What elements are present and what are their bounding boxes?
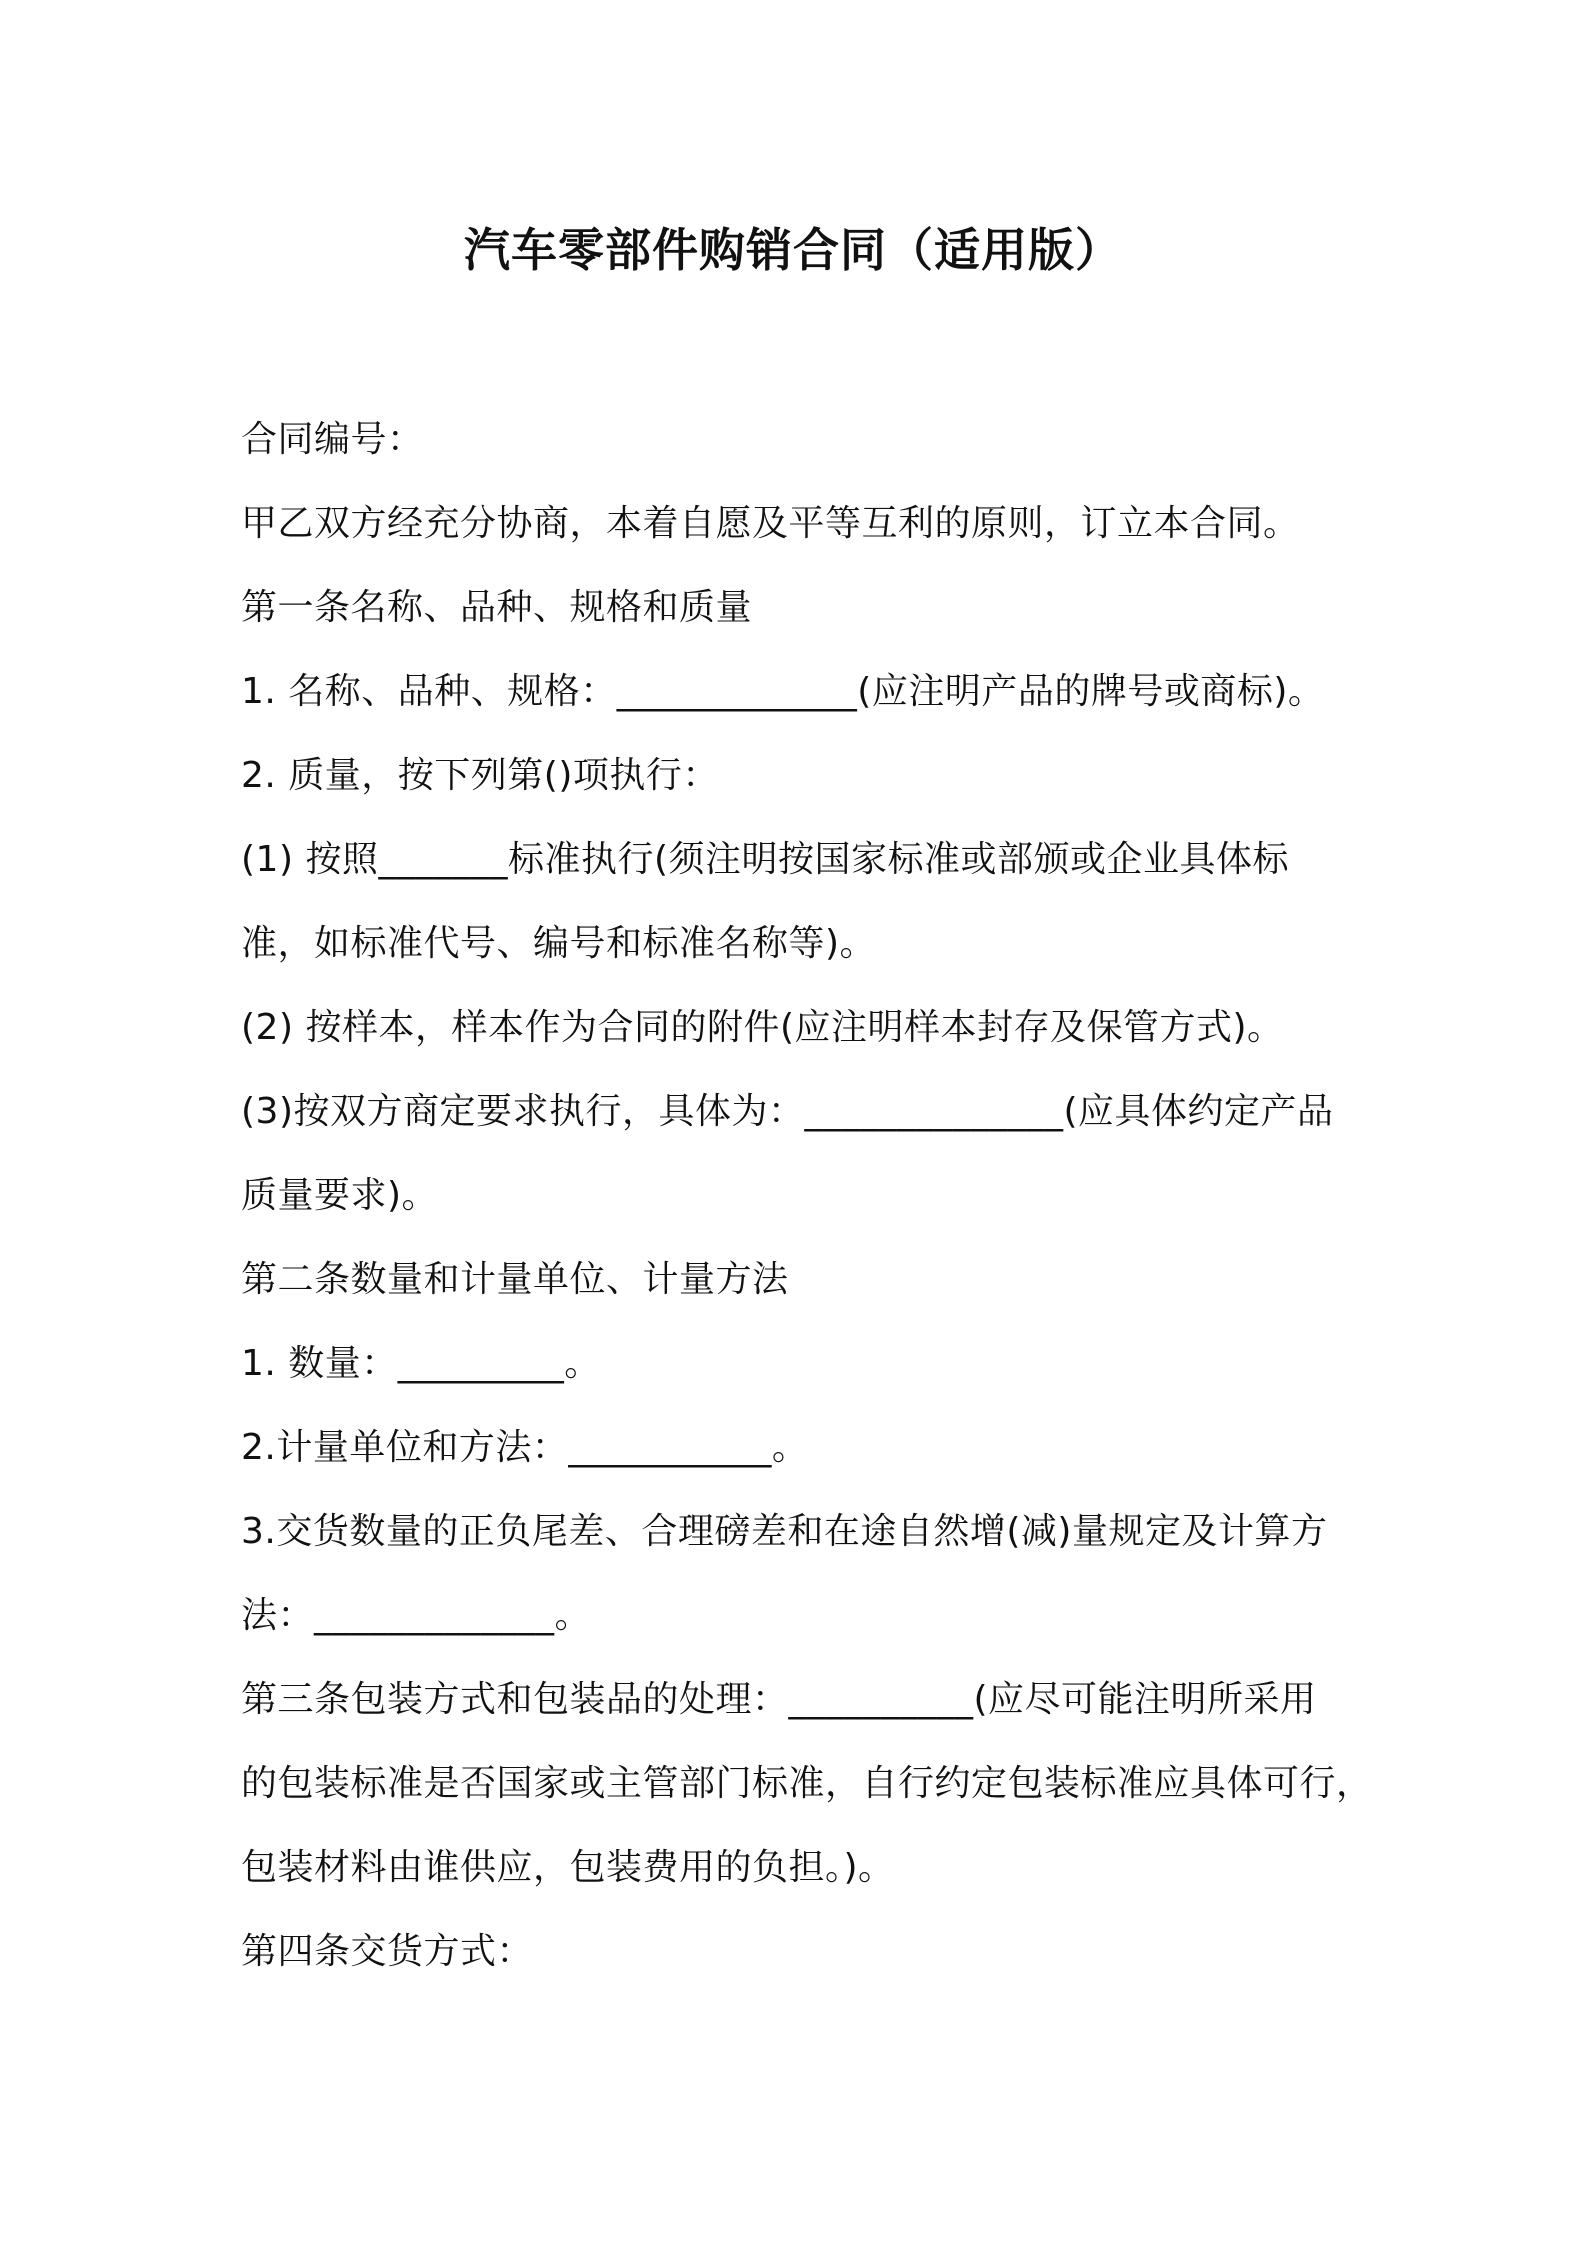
contract-number-line: 合同编号： [241,419,424,460]
article-1-option-1-cont: 准，如标准代号、编号和标准名称等)。 [241,923,877,964]
article-2-item-1: 1. 数量：_________。 [241,1343,601,1384]
article-1-heading: 第一条名称、品种、规格和质量 [241,587,753,628]
article-3-heading: 第三条包装方式和包装品的处理：__________(应尽可能注明所采用 [241,1679,1317,1720]
article-4-heading: 第四条交货方式： [241,1931,534,1972]
article-1-item-2: 2. 质量，按下列第()项执行： [241,755,719,796]
article-2-heading: 第二条数量和计量单位、计量方法 [241,1259,789,1300]
article-1-option-3-cont: 质量要求)。 [241,1175,439,1216]
preamble-line: 甲乙双方经充分协商，本着自愿及平等互利的原则，订立本合同。 [241,503,1300,544]
article-2-item-2: 2.计量单位和方法：___________。 [241,1427,809,1468]
article-1-option-1: (1) 按照_______标准执行(须注明按国家标准或部颁或企业具体标 [241,839,1289,880]
article-1-item-1: 1. 名称、品种、规格：_____________(应注明产品的牌号或商标)。 [241,671,1325,712]
document-body [241,398,1373,1994]
article-3-cont-2: 包装材料由谁供应，包装费用的负担。)。 [241,1847,895,1888]
article-2-item-3: 3.交货数量的正负尾差、合理磅差和在途自然增(减)量规定及计算方 [241,1511,1328,1552]
article-3-cont-1: 的包装标准是否国家或主管部门标准，自行约定包装标准应具体可行， [241,1763,1373,1804]
document-title: 汽车零部件购销合同（适用版） [464,223,1122,277]
article-1-option-3: (3)按双方商定要求执行，具体为：______________(应具体约定产品 [241,1091,1334,1132]
article-1-option-2: (2) 按样本，样本作为合同的附件(应注明样本封存及保管方式)。 [241,1007,1284,1048]
article-2-item-3-cont: 法：_____________。 [241,1595,592,1636]
